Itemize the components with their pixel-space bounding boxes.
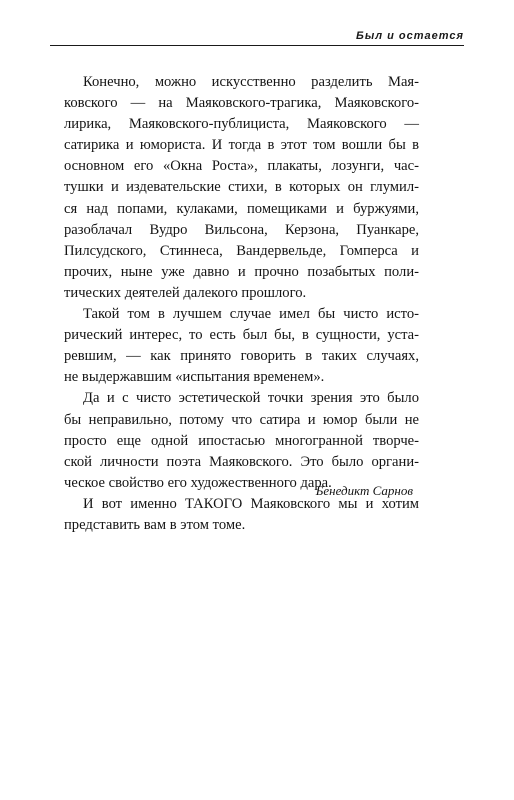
text-line: Да и с чисто эстетической точки зрения это было xyxy=(83,390,419,407)
paragraph-1 xyxy=(64,72,419,304)
text-line: Такой том в лучшем случае имел бы чисто исто- xyxy=(83,306,419,323)
text-line: разоблачал Вудро Вильсона, Керзона, Пуанкаре, xyxy=(64,221,419,238)
text-line: рический интерес, то есть был бы, в сущности, уста- xyxy=(64,327,419,344)
text-line: сатирика и юмориста. И тогда в этот том вошли бы в xyxy=(64,137,419,154)
text-line: ковского — на Маяковского-трагика, Маяковского- xyxy=(64,95,419,112)
text-line: тических деятелей далекого прошлого. xyxy=(64,284,307,301)
paragraph-2 xyxy=(64,304,419,388)
text-line: ческое свойство его художественного дара. xyxy=(64,474,332,491)
running-head-title: Был и остается xyxy=(356,30,464,42)
text-line: просто еще одной ипостасью многогранной творче- xyxy=(64,432,419,449)
text-line: прочих, ныне уже давно и прочно позабытых поли- xyxy=(64,263,419,280)
paragraph-4 xyxy=(64,494,419,536)
text-line: Конечно, можно искусственно разделить Мая- xyxy=(83,74,419,90)
text-line: основном его «Окна Роста», плакаты, лозунги, час- xyxy=(64,158,419,175)
text-line: ревшим, — как принято говорить в таких случаях, xyxy=(64,348,419,365)
paragraph-3 xyxy=(64,388,419,493)
text-line: Пилсудского, Стиннеса, Вандервельде, Гомперса и xyxy=(64,242,419,259)
text-line: ся над попами, кулаками, помещиками и буржуями, xyxy=(64,200,419,217)
author-signature: Бенедикт Сарнов xyxy=(315,483,413,498)
text-line: лирика, Маяковского-публициста, Маяковского — xyxy=(64,116,419,133)
text-line: И вот именно ТАКОГО Маяковского мы и хотим xyxy=(83,495,419,512)
text-line: тушки и издевательские стихи, в которых он глумил- xyxy=(64,179,419,196)
text-line: ской личности поэта Маяковского. Это было органи- xyxy=(64,453,419,470)
header-rule xyxy=(50,45,464,46)
text-line: представить вам в этом томе. xyxy=(64,516,246,533)
text-line: не выдержавшим «испытания временем». xyxy=(64,369,325,386)
body-text xyxy=(64,72,419,536)
text-line: бы неправильно, потому что сатира и юмор были не xyxy=(64,411,419,428)
